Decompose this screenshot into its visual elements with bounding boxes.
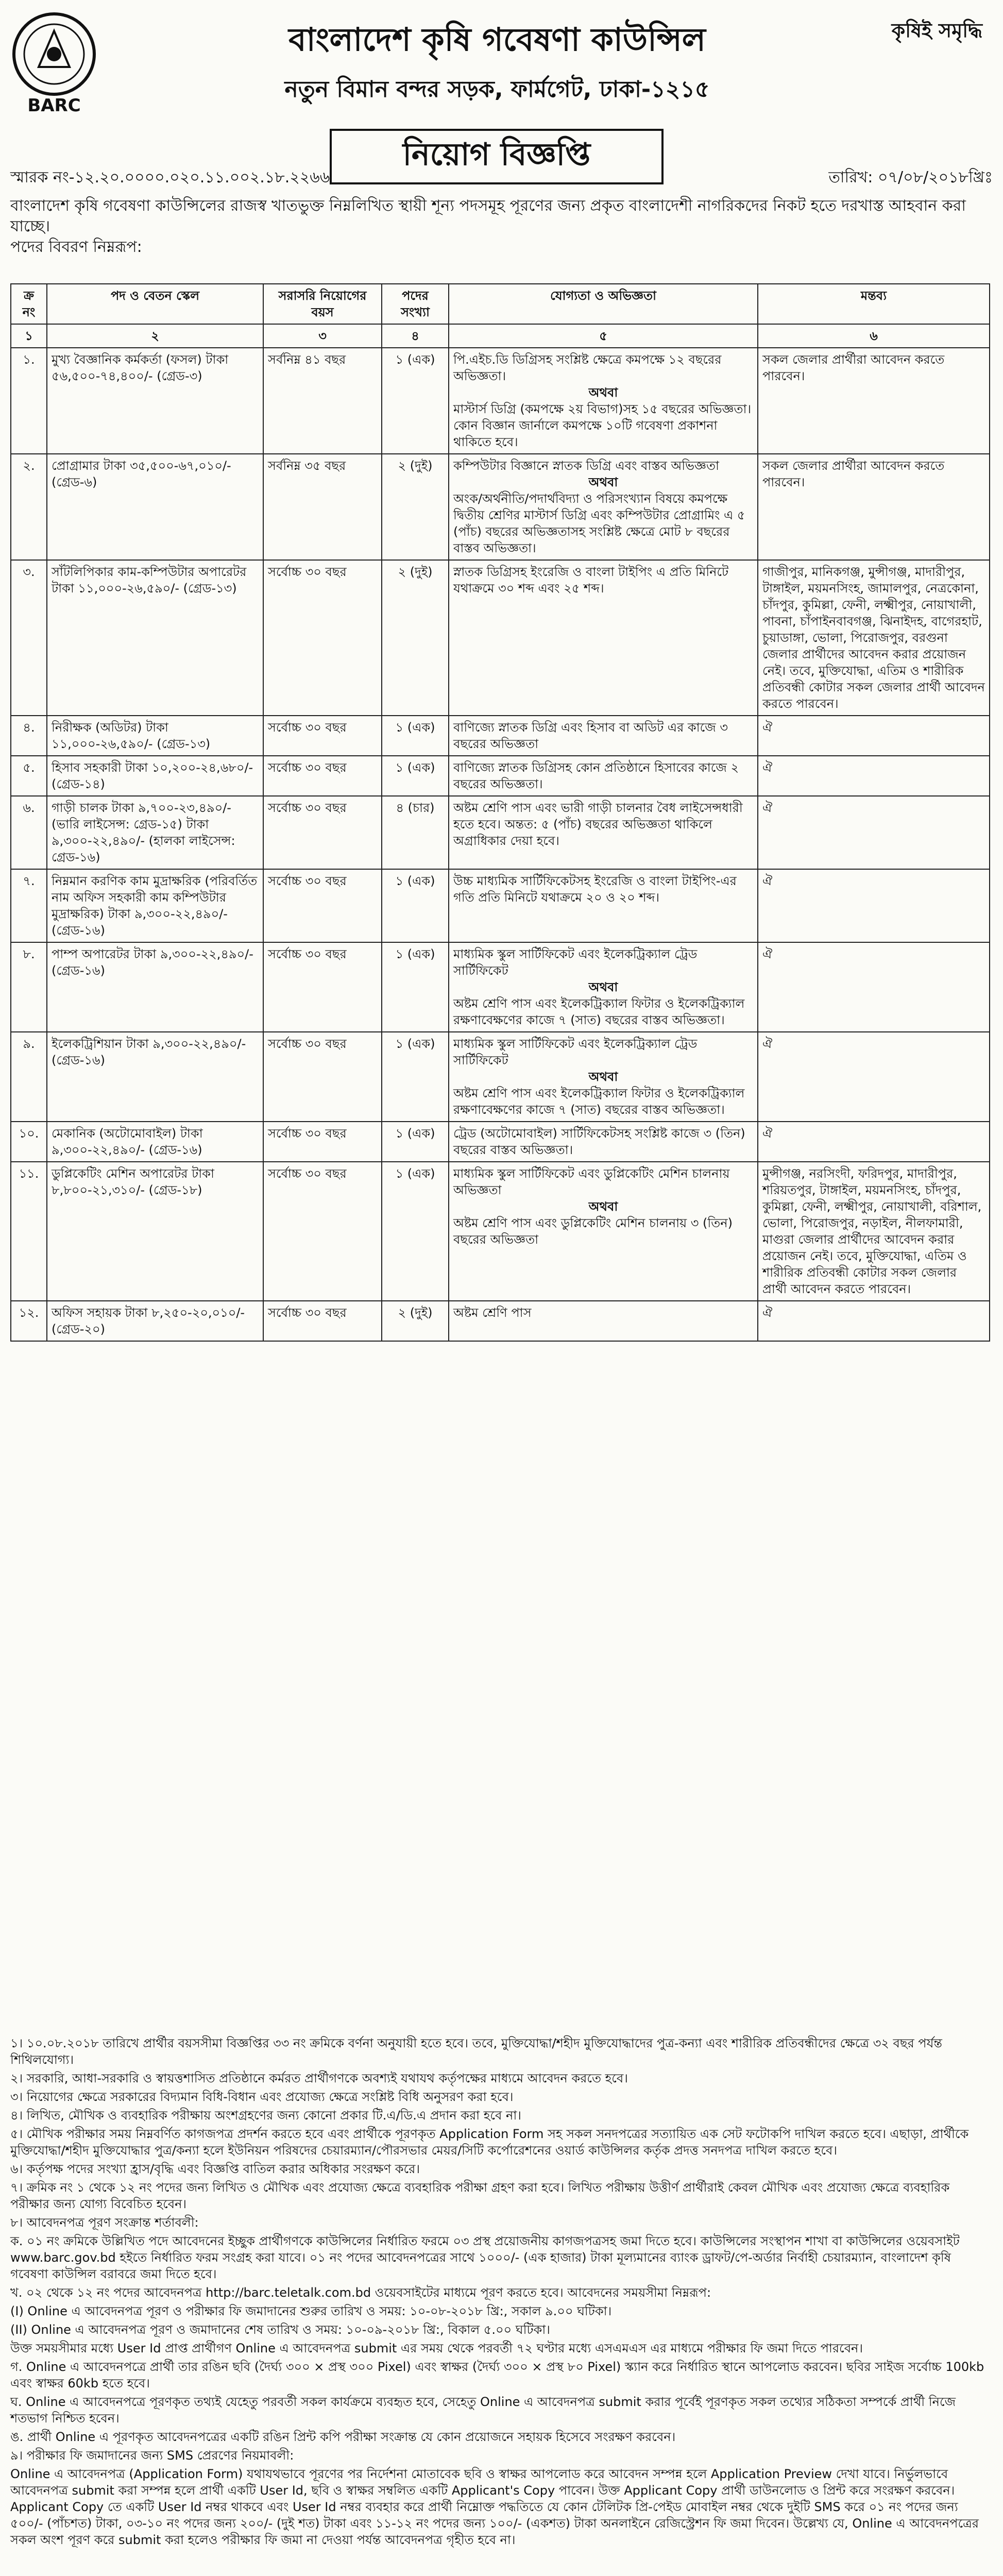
note-item: ৯। পরীক্ষার ফি জমাদানের জন্য SMS প্রেরণের নিয়মাবলী:	[10, 2448, 294, 2463]
cell-remark: গাজীপুর, মানিকগঞ্জ, মুন্সীগঞ্জ, মাদারীপুর, টাঙ্গাইল, ময়মনসিংহ, জামালপুর, নেত্রকোনা, চাঁদপুর, কুমিল্লা, ফেনী, লক্ষ্মীপুর, নোয়াখালী, পাবনা, চাঁপাইনবাবগঞ্জ, ঝিনাইদহ, বাগেরহাট, চুয়াডাঙ্গা, ভোলা, পিরোজপুর, বরগুনা জেলার প্রার্থীদের আবেদন করার প্রয়োজন নেই। তবে, মুক্তিযোদ্ধা, এতিম ও শারীরিক প্রতিবন্ধী কোটার সকল জেলার প্রার্থী আবেদন করতে পারবেন।	[758, 560, 990, 716]
cell-qualification	[449, 869, 758, 942]
table-row	[11, 560, 990, 716]
cell-serial: ৪.	[11, 716, 47, 756]
cell-post: নিরীক্ষক (অডিটর) টাকা ১১,০০০-২৬,৫৯০/- (গ্রেড-১৩)	[47, 716, 263, 756]
qualification-or: অথবা	[588, 475, 618, 489]
cell-post: গাড়ী চালক টাকা ৯,৭০০-২৩,৪৯০/- (ভারি লাইসেন্স: গ্রেড-১৫) টাকা ৯,৩০০-২২,৪৯০/- (হালকা লাইসেন্স: গ্রেড-১৬)	[47, 796, 263, 869]
cell-count: ১ (এক)	[382, 1122, 449, 1162]
col-number: ৫	[449, 324, 758, 348]
qualification-or: অথবা	[588, 1199, 618, 1214]
table-row	[11, 942, 990, 1032]
note-item: ৫। মৌখিক পরীক্ষার সময় নিম্নবর্ণিত কাগজপত্র প্রদর্শন করতে হবে এবং প্রার্থীকে পূরণকৃত Application Form সহ সকল সনদপত্রের সত্যায়িত এক সেট ফটোকপি দাখিল করতে হবে। এছাড়া, প্রার্থীকে মুক্তিযোদ্ধা/শহীদ মুক্তিযোদ্ধার পুত্র/কন্যা হলে ইউনিয়ন পরিষদের চেয়ারম্যান/পৌরসভার মেয়র/সিটি কর্পোরেশনের ওয়ার্ড কাউন্সিলর কর্তৃক প্রদত্ত সনদপত্র দাখিল করতে হবে।	[10, 2127, 969, 2158]
cell-count: ১ (এক)	[382, 1162, 449, 1301]
cell-serial: ৩.	[11, 560, 47, 716]
table-row	[11, 716, 990, 756]
table-row	[11, 756, 990, 796]
cell-count: ২ (দুই)	[382, 560, 449, 716]
qualification-or: অথবা	[588, 385, 618, 400]
qualification-main: মাধ্যমিক স্কুল সার্টিফিকেট এবং ইলেকট্রিক্যাল ট্রেড সার্টিফিকেট	[453, 947, 698, 978]
note-item: Online এ আবেদনপত্র (Application Form) যথাযথভাবে পূরণের পর নির্দেশনা মোতাবেক ছবি ও স্বাক্ষর আপলোড করে আবেদন সম্পন্ন হলে Application Preview দেখা যাবে। নির্ভুলভাবে আবেদনপত্র submit করা সম্পন্ন হলে প্রার্থী একটি User Id, ছবি ও স্বাক্ষর সম্বলিত একটি Applicant's Copy পাবেন। উক্ত Applicant Copy প্রার্থী ডাউনলোড ও প্রিন্ট করে সংরক্ষণ করবেন। Applicant Copy তে একটি User Id নম্বর থাকবে এবং User Id নম্বর ব্যবহার করে প্রার্থী নিম্নোক্ত পদ্ধতিতে যে কোন টেলিটক প্রি-পেইড মোবাইল নম্বর থেকে দুইটি SMS করে ০১ নং পদের জন্য ৫০০/- (পাঁচশত) টাকা, ০৩-১০ নং পদের জন্য ২০০/- (দুই শত) টাকা এবং ১১-১২ নং পদের জন্য ১০০/- (একশত) টাকা অনলাইনে রেজিস্ট্রেশন ফি জমা দিবেন। উল্লেখ্য যে, Online এ আবেদনপত্রের সকল অংশ পূরণ করে submit করা হলেও পরীক্ষার ফি জমা না দেওয়া পর্যন্ত আবেদনপত্র গৃহীত হবে না।	[10, 2467, 979, 2547]
qualification-main: বাণিজ্যে স্নাতক ডিগ্রিসহ কোন প্রতিষ্ঠানে হিসাবের কাজে ২ বছরের অভিজ্ঞতা।	[453, 760, 739, 791]
qualification-main: পি.এইচ.ডি ডিগ্রিসহ সংশ্লিষ্ট ক্ষেত্রে কমপক্ষে ১২ বছরের অভিজ্ঞতা।	[453, 352, 722, 383]
cell-remark: ঐ	[758, 756, 990, 796]
table-header-row	[11, 284, 990, 324]
notes-section	[10, 2035, 989, 2550]
memo-number: স্মারক নং-১২.২০.০০০০.০২০.১১.০০২.১৮.২২৬৬	[10, 168, 330, 187]
cell-count: ১ (এক)	[382, 716, 449, 756]
table-row	[11, 1032, 990, 1122]
cell-remark: ঐ	[758, 869, 990, 942]
note-item: ঘ. Online এ আবেদনপত্রে পূরণকৃত তথ্যই যেহেতু পরবর্তী সকল কার্যক্রমে ব্যবহৃত হবে, সেহেতু Online এ আবেদনপত্র submit করার পূর্বেই পূরণকৃত সকল তথ্যের সঠিকতা সম্পর্কে প্রার্থী নিজে শতভাগ নিশ্চিত হবেন।	[10, 2395, 956, 2426]
col-number: ১	[11, 324, 47, 348]
cell-remark: ঐ	[758, 1122, 990, 1162]
cell-remark: ঐ	[758, 1301, 990, 1341]
cell-count: ২ (দুই)	[382, 454, 449, 560]
header-remarks: মন্তব্য	[758, 284, 990, 324]
qualification-alt: অষ্টম শ্রেণি পাস এবং ইলেকট্রিক্যাল ফিটার ও ইলেকট্রিক্যাল রক্ষণাবেক্ষণের কাজে ৭ (সাত) বছরের বাস্তব অভিজ্ঞতা।	[453, 996, 745, 1027]
table-row	[11, 1122, 990, 1162]
table-row	[11, 796, 990, 869]
table-row	[11, 454, 990, 560]
qualification-alt: অষ্টম শ্রেণি পাস এবং ডুপ্লিকেটিং মেশিন চালনায় ৩ (তিন) বছরের অভিজ্ঞতা	[453, 1216, 733, 1247]
cell-count: ৪ (চার)	[382, 796, 449, 869]
cell-post: হিসাব সহকারী টাকা ১০,২০০-২৪,৬৮০/- (গ্রেড-১৪)	[47, 756, 263, 796]
intro-text: বাংলাদেশ কৃষি গবেষণা কাউন্সিলের রাজস্ব খাতভুক্ত নিম্নলিখিত স্থায়ী শূন্য পদসমূহ পূরণের জন্য প্রকৃত বাংলাদেশী নাগরিকদের নিকট হতে দরখাস্ত আহবান করা যাচ্ছে।	[10, 197, 966, 235]
note-item: (I) Online এ আবেদনপত্র পূরণ ও পরীক্ষার ফি জমাদানের শুরুর তারিখ ও সময়: ১০-০৮-২০১৮ খ্রি:, সকাল ৯.০০ ঘটিকা।	[10, 2304, 612, 2318]
qualification-main: ট্রেড (অটোমোবাইল) সার্টিফিকেটসহ সংশ্লিষ্ট কাজে ৩ (তিন) বছরের বাস্তব অভিজ্ঞতা।	[453, 1126, 745, 1157]
notice-title: নিয়োগ বিজ্ঞপ্তি	[330, 129, 664, 184]
cell-post: মেকানিক (অটোমোবাইল) টাকা ৯,৩০০-২২,৪৯০/- (গ্রেড-১৬)	[47, 1122, 263, 1162]
qualification-main: মাধ্যমিক স্কুল সার্টিফিকেট এবং ইলেকট্রিক্যাল ট্রেড সার্টিফিকেট	[453, 1037, 698, 1067]
cell-qualification	[449, 796, 758, 869]
intro-subtitle: পদের বিবরণ নিম্নরূপ:	[10, 238, 142, 256]
cell-serial: ১.	[11, 348, 47, 454]
cell-remark: সকল জেলার প্রার্থীরা আবেদন করতে পারবেন।	[758, 454, 990, 560]
recruitment-notice	[10, 10, 993, 2576]
cell-post: প্রোগ্রামার টাকা ৩৫,৫০০-৬৭,০১০/- (গ্রেড-৬)	[47, 454, 263, 560]
cell-qualification	[449, 348, 758, 454]
cell-remark: ঐ	[758, 716, 990, 756]
cell-count: ১ (এক)	[382, 756, 449, 796]
cell-post: সাঁটলিপিকার কাম-কম্পিউটার অপারেটর টাকা ১১,০০০-২৬,৫৯০/- (গ্রেড-১৩)	[47, 560, 263, 716]
qualification-main: বাণিজ্যে স্নাতক ডিগ্রি এবং হিসাব বা অডিট এর কাজে ৩ বছরের অভিজ্ঞতা	[453, 720, 728, 751]
cell-remark: ঐ	[758, 1032, 990, 1122]
note-item: ২। সরকারি, আধা-সরকারি ও স্বায়ত্তশাসিত প্রতিষ্ঠানে কর্মরত প্রার্থীগণকে অবশ্যই যথাযথ কর্তৃপক্ষের মাধ্যমে আবেদন করতে হবে।	[10, 2071, 628, 2086]
note-item: ৩। নিয়োগের ক্ষেত্রে সরকারের বিদ্যমান বিধি-বিধান এবং প্রযোজ্য ক্ষেত্রে সংশ্লিষ্ট বিধি অনুসরণ করা হবে।	[10, 2090, 514, 2104]
cell-post: ডুপ্লিকেটিং মেশিন অপারেটর টাকা ৮,৮০০-২১,৩১০/- (গ্রেড-১৮)	[47, 1162, 263, 1301]
cell-age: সর্বোচ্চ ৩০ বছর	[263, 869, 382, 942]
qualification-main: মাধ্যমিক স্কুল সার্টিফিকেট এবং ডুপ্লিকেটিং মেশিন চালনায় অভিজ্ঞতা	[453, 1166, 730, 1197]
cell-age: সর্বোচ্চ ৩০ বছর	[263, 1032, 382, 1122]
note-item: ৪। লিখিত, মৌখিক ও ব্যবহারিক পরীক্ষায় অংশগ্রহণের জন্য কোনো প্রকার টি.এ/ডি.এ প্রদান করা হবে না।	[10, 2108, 521, 2123]
cell-serial: ৬.	[11, 796, 47, 869]
cell-age: সর্বোচ্চ ৩০ বছর	[263, 1301, 382, 1341]
note-item: উক্ত সময়সীমার মধ্যে User Id প্রাপ্ত প্রার্থীগণ Online এ আবেদনপত্র submit এর সময় থেকে পরবর্তী ৭২ ঘণ্টার মধ্যে এসএমএস এর মাধ্যমে পরীক্ষার ফি জমা দিতে পারবেন।	[10, 2341, 863, 2355]
cell-serial: ১২.	[11, 1301, 47, 1341]
org-name: বাংলাদেশ কৃষি গবেষণা কাউন্সিল	[288, 21, 706, 58]
cell-serial: ১০.	[11, 1122, 47, 1162]
col-number: ৩	[263, 324, 382, 348]
header-post: পদ ও বেতন স্কেল	[47, 284, 263, 324]
note-item: ১। ১০.০৮.২০১৮ তারিখে প্রার্থীর বয়সসীমা বিজ্ঞপ্তির ৩৩ নং ক্রমিকে বর্ণনা অনুযায়ী হতে হবে। তবে, মুক্তিযোদ্ধা/শহীদ মুক্তিযোদ্ধাদের পুত্র-কন্যা এবং শারীরিক প্রতিবন্ধীদের ক্ষেত্রে ৩২ বছর পর্যন্ত শিথিলযোগ্য।	[10, 2036, 942, 2067]
cell-count: ২ (দুই)	[382, 1301, 449, 1341]
org-address: নতুন বিমান বন্দর সড়ক, ফার্মগেট, ঢাকা-১২১৫	[284, 76, 710, 103]
cell-qualification	[449, 756, 758, 796]
qualification-main: অষ্টম শ্রেণি পাস	[453, 1306, 532, 1320]
cell-age: সর্বোচ্চ ৩০ বছর	[263, 796, 382, 869]
cell-serial: ৮.	[11, 942, 47, 1032]
cell-qualification	[449, 454, 758, 560]
cell-qualification	[449, 1301, 758, 1341]
header-serial: ক্র নং	[11, 284, 47, 324]
cell-count: ১ (এক)	[382, 942, 449, 1032]
qualification-main: স্নাতক ডিগ্রিসহ ইংরেজি ও বাংলা টাইপিং এ প্রতি মিনিটে যথাক্রমে ৩০ শব্দ এবং ২৫ শব্দ।	[453, 565, 729, 596]
cell-age: সর্বোচ্চ ৩০ বছর	[263, 756, 382, 796]
cell-qualification	[449, 1122, 758, 1162]
cell-remark: সকল জেলার প্রার্থীরা আবেদন করতে পারবেন।	[758, 348, 990, 454]
note-item: (II) Online এ আবেদনপত্র পূরণ ও জমাদানের শেষ তারিখ ও সময়: ১০-০৯-২০১৮ খ্রি:, বিকাল ৫.০০ ঘটিকা।	[10, 2323, 550, 2337]
col-number: ২	[47, 324, 263, 348]
cell-post: পাম্প অপারেটর টাকা ৯,৩০০-২২,৪৯০/- (গ্রেড-১৬)	[47, 942, 263, 1032]
table-row	[11, 1301, 990, 1341]
table-row	[11, 348, 990, 454]
header-count: পদের সংখ্যা	[382, 284, 449, 324]
table-row	[11, 869, 990, 942]
qualification-main: অষ্টম শ্রেণি পাস এবং ভারী গাড়ী চালনার বৈধ লাইসেন্সধারী হতে হবে। অন্তত: ৫ (পাঁচ) বছরের অভিজ্ঞতা থাকিলে অগ্রাধিকার দেয়া হবে।	[453, 801, 743, 848]
note-item: গ. Online এ আবেদনপত্রে প্রার্থী তার রঙিন ছবি (দৈর্ঘ্য ৩০০ × প্রস্থ ৩০০ Pixel) এবং স্বাক্ষর (দৈর্ঘ্য ৩০০ × প্রস্থ ৮০ Pixel) স্ক্যান করে নির্ধারিত স্থানে আপলোড করবেন। ছবির সাইজ সর্বোচ্চ 100kb এবং স্বাক্ষর 60kb হতে হবে।	[10, 2360, 984, 2391]
slogan: কৃষিই সমৃদ্ধি	[891, 19, 982, 42]
qualification-alt: অংক/অর্থনীতি/পদার্থবিদ্যা ও পরিসংখ্যান বিষয়ে কমপক্ষে দ্বিতীয় শ্রেণির মাস্টার্স ডিগ্রি এবং কম্পিউটার প্রোগ্রামিং এ ৫ (পাঁচ) বছরের অভিজ্ঞতাসহ সংশ্লিষ্ট ক্ষেত্রে মোট ৮ বছরের বাস্তব অভিজ্ঞতা।	[453, 492, 745, 555]
qualification-or: অথবা	[588, 980, 618, 994]
cell-age: সর্বোচ্চ ৩০ বছর	[263, 1162, 382, 1301]
cell-age: সর্বোচ্চ ৩০ বছর	[263, 942, 382, 1032]
note-item: ক. ০১ নং ক্রমিকে উল্লিখিত পদে আবেদনের ইচ্ছুক প্রার্থীগণকে কাউন্সিলের নির্ধারিত ফরমে ০৩ প্রস্থ প্রয়োজনীয় কাগজপত্রসহ জমা দিতে হবে। কাউন্সিলের সংস্থাপন শাখা বা কাউন্সিলের ওয়েবসাইট www.barc.gov.bd হইতে নির্ধারিত ফরম সংগ্রহ করা যাবে। ০১ নং পদের আবেদনপত্রের সাথে ১০০০/- (এক হাজার) টাকা মূল্যমানের ব্যাংক ড্রাফট/পে-অর্ডার নির্বাহী চেয়ারম্যান, বাংলাদেশ কৃষি গবেষণা কাউন্সিল বরাবরে জমা দিতে হবে।	[10, 2234, 960, 2281]
cell-qualification	[449, 1162, 758, 1301]
qualification-main: উচ্চ মাধ্যমিক সার্টিফিকেটসহ ইংরেজি ও বাংলা টাইপিং-এর গতি প্রতি মিনিটে যথাক্রমে ২০ ও ২০ শব্দ।	[453, 874, 737, 905]
header-age: সরাসরি নিয়োগের বয়স	[263, 284, 382, 324]
cell-post: ইলেকট্রিশিয়ান টাকা ৯,৩০০-২২,৪৯০/- (গ্রেড-১৬)	[47, 1032, 263, 1122]
note-item: ৬। কর্তৃপক্ষ পদের সংখ্যা হ্রাস/বৃদ্ধি এবং বিজ্ঞপ্তি বাতিল করার অধিকার সংরক্ষণ করে।	[10, 2162, 420, 2176]
header-qualification: যোগ্যতা ও অভিজ্ঞতা	[449, 284, 758, 324]
col-number: ৪	[382, 324, 449, 348]
cell-age: সর্বোচ্চ ৩০ বছর	[263, 560, 382, 716]
cell-serial: ৭.	[11, 869, 47, 942]
column-number-row	[11, 324, 990, 348]
posts-table	[10, 283, 990, 1342]
cell-qualification	[449, 716, 758, 756]
note-item: ৮। আবেদনপত্র পূরণ সংক্রান্ত শর্তাবলী:	[10, 2215, 199, 2230]
intro	[10, 196, 989, 258]
header	[10, 10, 993, 185]
barc-logo	[10, 10, 98, 118]
note-item: ৭। ক্রমিক নং ১ থেকে ১২ নং পদের জন্য লিখিত ও মৌখিক এবং প্রযোজ্য ক্ষেত্রে ব্যবহারিক পরীক্ষা গ্রহণ করা হবে। লিখিত পরীক্ষায় উত্তীর্ণ প্রার্থীরাই কেবল মৌখিক এবং প্রযোজ্য ক্ষেত্রে ব্যবহারিক পরীক্ষার জন্য যোগ্য বিবেচিত হবেন।	[10, 2180, 950, 2211]
note-item: খ. ০২ থেকে ১২ নং পদের আবেদনপত্র http://barc.teletalk.com.bd ওয়েবসাইটের মাধ্যমে পূরণ করতে হবে। আবেদনের সময়সীমা নিম্নরূপ:	[10, 2285, 711, 2300]
qualification-or: অথবা	[588, 1070, 618, 1084]
cell-remark: ঐ	[758, 942, 990, 1032]
cell-serial: ১১.	[11, 1162, 47, 1301]
cell-age: সর্বোচ্চ ৩০ বছর	[263, 1122, 382, 1162]
cell-serial: ২.	[11, 454, 47, 560]
notice-date: তারিখ: ০৭/০৮/২০১৮খ্রিঃ	[828, 168, 993, 187]
cell-age: সর্বনিম্ন ৩৫ বছর	[263, 454, 382, 560]
cell-serial: ৯.	[11, 1032, 47, 1122]
cell-serial: ৫.	[11, 756, 47, 796]
cell-count: ১ (এক)	[382, 348, 449, 454]
qualification-main: কম্পিউটার বিজ্ঞানে স্নাতক ডিগ্রি এবং বাস্তব অভিজ্ঞতা	[453, 459, 719, 473]
cell-post: মুখ্য বৈজ্ঞানিক কর্মকর্তা (ফসল) টাকা ৫৬,৫০০-৭৪,৪০০/- (গ্রেড-৩)	[47, 348, 263, 454]
table-row	[11, 1162, 990, 1301]
logo-text: BARC	[27, 95, 81, 116]
cell-qualification	[449, 1032, 758, 1122]
cell-post: নিম্নমান করণিক কাম মুদ্রাক্ষরিক (পরিবর্তিত নাম অফিস সহকারী কাম কম্পিউটার মুদ্রাক্ষরিক) টাকা ৯,৩০০-২২,৪৯০/- (গ্রেড-১৬)	[47, 869, 263, 942]
cell-remark: মুন্সীগঞ্জ, নরসিংদী, ফরিদপুর, মাদারীপুর, শরিয়তপুর, টাঙ্গাইল, ময়মনসিংহ, চাঁদপুর, কুমিল্লা, ফেনী, লক্ষ্মীপুর, নোয়াখালী, বরিশাল, ভোলা, পিরোজপুর, নড়াইল, নীলফামারী, মাগুরা জেলার প্রার্থীদের আবেদন করার প্রয়োজন নেই। তবে, মুক্তিযোদ্ধা, এতিম ও শারীরিক প্রতিবন্ধী কোটার সকল জেলার প্রার্থী আবেদন করতে পারবেন।	[758, 1162, 990, 1301]
cell-post: অফিস সহায়ক টাকা ৮,২৫০-২০,০১০/- (গ্রেড-২০)	[47, 1301, 263, 1341]
cell-age: সর্বোচ্চ ৩০ বছর	[263, 716, 382, 756]
cell-age: সর্বনিম্ন ৪১ বছর	[263, 348, 382, 454]
cell-count: ১ (এক)	[382, 1032, 449, 1122]
cell-qualification	[449, 942, 758, 1032]
qualification-alt: অষ্টম শ্রেণি পাস এবং ইলেকট্রিক্যাল ফিটার ও ইলেকট্রিক্যাল রক্ষণাবেক্ষণের কাজে ৭ (সাত) বছরের বাস্তব অভিজ্ঞতা।	[453, 1086, 745, 1117]
col-number: ৬	[758, 324, 990, 348]
cell-qualification	[449, 560, 758, 716]
qualification-alt: মাস্টার্স ডিগ্রি (কমপক্ষে ২য় বিভাগ)সহ ১৫ বছরের অভিজ্ঞতা। কোন বিজ্ঞান জার্নালে কমপক্ষে ১০টি গবেষণা প্রকাশনা থাকিতে হবে।	[453, 402, 752, 449]
cell-count: ১ (এক)	[382, 869, 449, 942]
cell-remark: ঐ	[758, 796, 990, 869]
note-item: ঙ. প্রার্থী Online এ পূরণকৃত আবেদনপত্রের একটি রঙিন প্রিন্ট কপি পরীক্ষা সংক্রান্ত যে কোন প্রয়োজনে সহায়ক হিসেবে সংরক্ষণ করবেন।	[10, 2430, 676, 2444]
